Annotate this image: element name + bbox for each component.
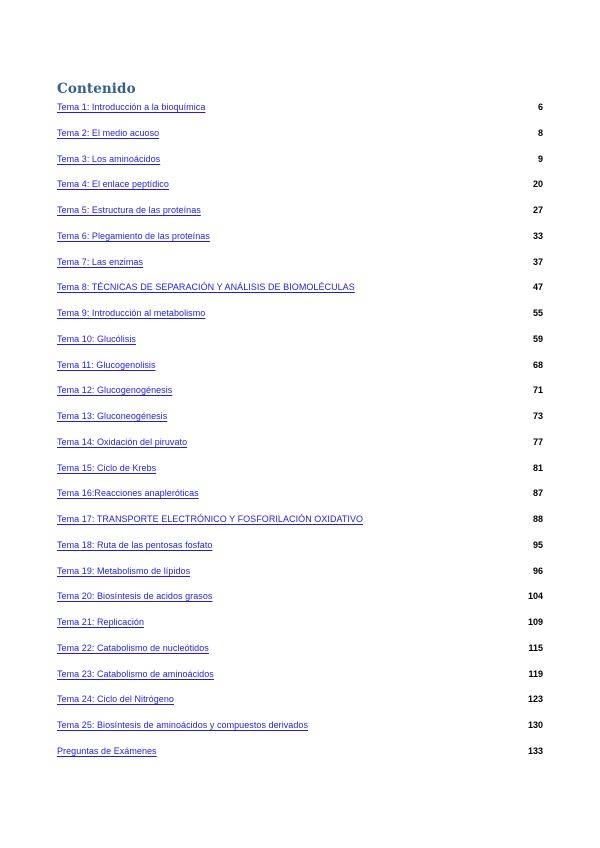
- table-of-contents: [57, 100, 543, 770]
- toc-entry-page-number[interactable]: 59: [532, 333, 543, 344]
- toc-entry-page-number[interactable]: 123: [527, 694, 543, 705]
- toc-entry-page-number[interactable]: 27: [532, 205, 543, 215]
- toc-entry-page-number[interactable]: 96: [532, 565, 543, 576]
- toc-entry-page-number[interactable]: 77: [532, 436, 543, 447]
- toc-entry: [57, 538, 543, 564]
- toc-entry-link[interactable]: Tema 15: Ciclo de Krebs: [57, 462, 157, 473]
- toc-entry-page-number[interactable]: 109: [527, 617, 543, 627]
- toc-entry-link[interactable]: Tema 12: Glucogenogénesis: [57, 385, 173, 396]
- toc-entry: [57, 255, 543, 281]
- toc-entry-page-number[interactable]: 6: [537, 102, 543, 112]
- toc-entry: [57, 383, 543, 409]
- toc-entry-link[interactable]: Tema 7: Las enzimas: [57, 256, 143, 267]
- toc-entry: [57, 692, 543, 718]
- toc-entry: [57, 203, 543, 229]
- toc-entry-link[interactable]: Tema 24: Ciclo del Nitrógeno: [57, 694, 174, 705]
- toc-entry-link[interactable]: Tema 14: Oxidación del piruvato: [57, 436, 188, 447]
- toc-entry-page-number[interactable]: 47: [532, 282, 543, 293]
- toc-entry-link[interactable]: Tema 5: Estructura de las proteínas: [57, 205, 201, 215]
- toc-entry-link[interactable]: Tema 20: Biosíntesis de acidos grasos: [57, 591, 213, 602]
- toc-entry: [57, 332, 543, 358]
- toc-entry-link[interactable]: Tema 10: Glucólisis: [57, 333, 136, 344]
- toc-entry-link[interactable]: Tema 11: Glucogenolisis: [57, 359, 156, 370]
- toc-entry-page-number[interactable]: 37: [532, 256, 543, 267]
- toc-entry-page-number[interactable]: 130: [527, 720, 543, 730]
- toc-entry: [57, 280, 543, 306]
- toc-entry-link[interactable]: Tema 18: Ruta de las pentosas fosfato: [57, 539, 213, 550]
- toc-entry-link[interactable]: Tema 13: Gluconeogénesis: [57, 411, 168, 421]
- toc-entry-page-number[interactable]: 33: [532, 230, 543, 241]
- toc-entry: [57, 409, 543, 435]
- toc-entry-page-number[interactable]: 71: [532, 385, 543, 396]
- toc-entry-page-number[interactable]: 95: [532, 539, 543, 550]
- toc-entry-page-number[interactable]: 87: [532, 488, 543, 499]
- toc-entry-link[interactable]: Tema 1: Introducción a la bioquímica: [57, 102, 206, 112]
- toc-entry-link[interactable]: Preguntas de Exámenes: [57, 745, 157, 756]
- toc-entry-page-number[interactable]: 20: [532, 179, 543, 190]
- toc-entry-page-number[interactable]: 73: [532, 411, 543, 421]
- toc-entry-link[interactable]: Tema 3: Los aminoácidos: [57, 153, 161, 164]
- toc-entry: [57, 152, 543, 178]
- toc-entry: [57, 589, 543, 615]
- toc-entry-link[interactable]: Tema 22: Catabolismo de nucleótidos: [57, 642, 209, 653]
- toc-entry-link[interactable]: Tema 25: Biosíntesis de aminoácidos y compuestos derivados: [57, 720, 309, 730]
- toc-entry-page-number[interactable]: 81: [532, 462, 543, 473]
- toc-entry: [57, 177, 543, 203]
- toc-entry-link[interactable]: Tema 8: TÉCNICAS DE SEPARACIÓN Y ANÁLISIS DE BIOMOLÉCULAS: [57, 282, 355, 293]
- toc-entry-link[interactable]: Tema 6: Plegamiento de las proteínas: [57, 230, 210, 241]
- toc-entry-page-number[interactable]: 119: [528, 668, 543, 679]
- toc-entry: [57, 358, 543, 384]
- toc-entry-page-number[interactable]: 115: [528, 642, 543, 653]
- toc-entry: [57, 486, 543, 512]
- toc-entry-page-number[interactable]: 55: [532, 308, 543, 318]
- toc-entry-link[interactable]: Tema 17: TRANSPORTE ELECTRÓNICO Y FOSFORILACIÓN OXIDATIVO: [57, 514, 364, 524]
- toc-entry-page-number[interactable]: 133: [527, 745, 543, 756]
- toc-entry: [57, 100, 543, 126]
- toc-entry-link[interactable]: Tema 2: El medio acuoso: [57, 127, 160, 138]
- toc-entry: [57, 744, 543, 770]
- toc-entry-link[interactable]: Tema 16:Reacciones anapleróticas: [57, 488, 199, 499]
- toc-entry-link[interactable]: Tema 21: Replicación: [57, 617, 145, 627]
- toc-entry: [57, 667, 543, 693]
- toc-entry: [57, 306, 543, 332]
- toc-entry-page-number[interactable]: 8: [537, 127, 543, 138]
- toc-entry: [57, 461, 543, 487]
- toc-entry: [57, 564, 543, 590]
- toc-entry-page-number[interactable]: 9: [537, 153, 543, 164]
- toc-heading: Contenido: [57, 81, 136, 97]
- toc-entry: [57, 718, 543, 744]
- toc-entry: [57, 615, 543, 641]
- toc-entry-link[interactable]: Tema 4: El enlace peptídico: [57, 179, 169, 190]
- toc-entry-link[interactable]: Tema 23: Catabolismo de aminoácidos: [57, 668, 214, 679]
- toc-entry: [57, 229, 543, 255]
- toc-entry-page-number[interactable]: 104: [527, 591, 543, 602]
- toc-entry: [57, 435, 543, 461]
- toc-entry-link[interactable]: Tema 19: Metabolismo de lípidos: [57, 565, 191, 576]
- toc-entry: [57, 641, 543, 667]
- toc-entry: [57, 126, 543, 152]
- toc-entry-link[interactable]: Tema 9: Introducción al metabolismo: [57, 308, 206, 318]
- toc-entry-page-number[interactable]: 88: [532, 514, 543, 524]
- toc-entry-page-number[interactable]: 68: [532, 359, 543, 370]
- toc-entry: [57, 512, 543, 538]
